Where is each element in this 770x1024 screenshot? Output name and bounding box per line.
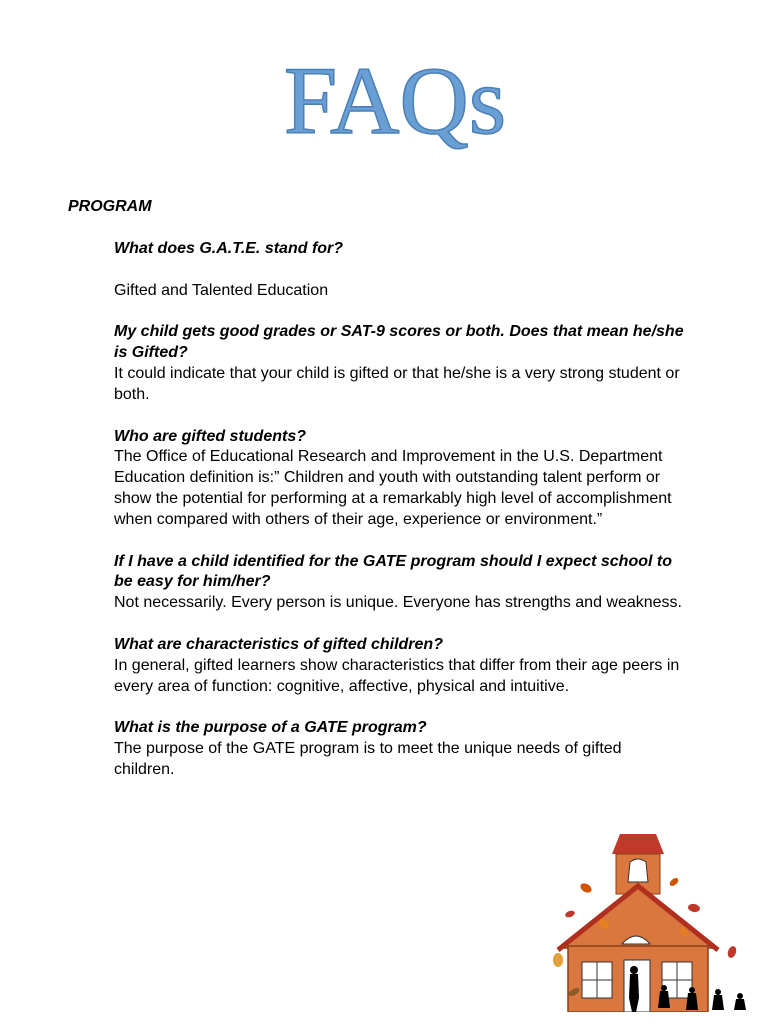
faq-question: My child gets good grades or SAT-9 scores or both. Does that mean he/she is Gifted? bbox=[114, 323, 684, 362]
faq-list bbox=[114, 239, 684, 802]
leaf-icon bbox=[564, 909, 575, 918]
bell-icon bbox=[628, 859, 648, 882]
faq-answer: It could indicate that your child is gifted or that he/she is a very strong student or both. bbox=[114, 364, 680, 403]
faq-item bbox=[114, 239, 684, 301]
faqs-logo bbox=[270, 38, 520, 158]
leaf-icon bbox=[553, 953, 563, 967]
faq-question: What does G.A.T.E. stand for? bbox=[114, 240, 344, 257]
faq-item bbox=[114, 322, 684, 405]
leaf-icon bbox=[687, 903, 700, 913]
faq-item bbox=[114, 552, 684, 614]
faq-question: Who are gifted students? bbox=[114, 427, 306, 445]
child-silhouette bbox=[712, 995, 724, 1010]
faq-answer: Not necessarily. Every person is unique. Everyone has strengths and weakness. bbox=[114, 594, 682, 612]
child-silhouette bbox=[686, 993, 698, 1010]
child-silhouette bbox=[734, 999, 746, 1010]
faqs-logo-text: FAQs bbox=[283, 47, 507, 154]
tower-roof bbox=[612, 834, 664, 854]
section-title: PROGRAM bbox=[68, 198, 152, 215]
leaf-icon bbox=[668, 876, 680, 887]
faq-question: What are characteristics of gifted children? bbox=[114, 635, 443, 653]
faq-answer: The Office of Educational Research and Improvement in the U.S. Department Education definition is:” Children and youth with outstanding talent perform or show the potential for performing at a remarkably high level of accomplishment when compared with others of their age, experience or environment.” bbox=[114, 448, 672, 528]
faq-answer: Gifted and Talented Education bbox=[114, 281, 329, 299]
faq-answer: The purpose of the GATE program is to meet the unique needs of gifted children. bbox=[114, 740, 622, 778]
child-silhouette bbox=[658, 991, 670, 1008]
faq-item bbox=[114, 635, 684, 697]
faq-answer: In general, gifted learners show characteristics that differ from their age peers in every area of function: cognitive, affective, physical and intuitive. bbox=[114, 656, 680, 695]
schoolhouse-illustration bbox=[552, 832, 752, 1012]
faq-question: What is the purpose of a GATE program? bbox=[114, 719, 427, 737]
faq-question: If I have a child identified for the GATE program should I expect school to be easy for him/her? bbox=[114, 552, 672, 591]
leaf-icon bbox=[579, 882, 593, 895]
faq-item bbox=[114, 718, 684, 780]
leaf-icon bbox=[726, 945, 738, 959]
faq-item bbox=[114, 427, 684, 531]
